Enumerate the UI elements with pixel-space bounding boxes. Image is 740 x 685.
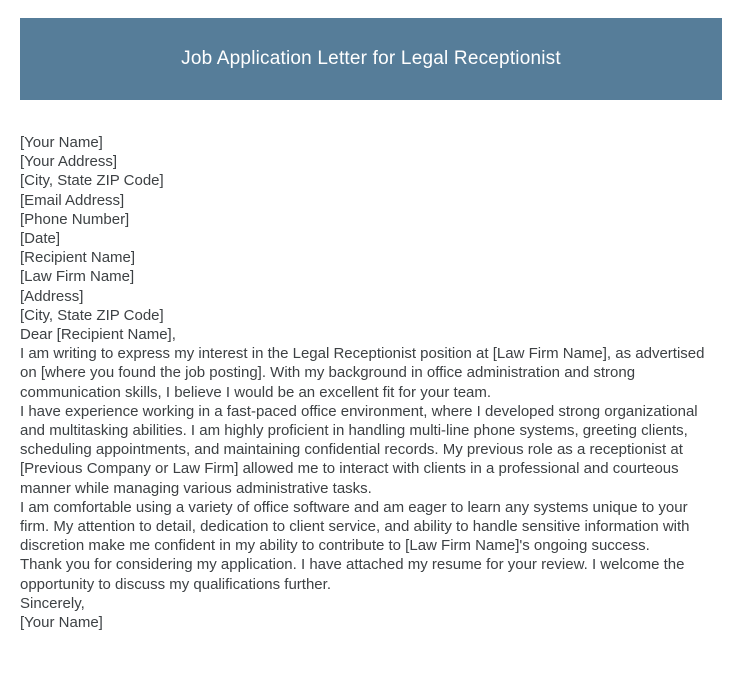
letter-paragraph-intro: I am writing to express my interest in the Legal Receptionist position at [Law Firm Name], as advertised on [where you found the job posting]. With my background in office administration and strong communication skills, I believe I would be an excellent fit for your team. (20, 345, 705, 401)
recipient-firm-line: [Law Firm Name] (20, 268, 135, 286)
title-banner (20, 18, 722, 100)
recipient-city-line: [City, State ZIP Code] (20, 306, 164, 324)
document-page (0, 18, 740, 685)
sender-city-line: [City, State ZIP Code] (20, 172, 164, 190)
recipient-address-line: [Address] (20, 287, 84, 305)
sender-block (20, 133, 720, 248)
signature: [Your Name] (20, 614, 103, 632)
recipient-block (20, 248, 720, 325)
letter-paragraph-thanks: Thank you for considering my application. I have attached my resume for your review. I welcome the opportunity to discuss my qualifications further. (20, 556, 685, 593)
closing: Sincerely, (20, 594, 85, 612)
salutation: Dear [Recipient Name], (20, 326, 176, 344)
letter-paragraph-experience: I have experience working in a fast-paced office environment, where I developed strong organizational and multitasking abilities. I am highly proficient in handling multi-line phone systems, greeting clients, scheduling appointments, and maintaining confidential records. My previous role as a receptionist at [Previous Company or Law Firm] allowed me to interact with clients in a professional and courteous manner while managing various administrative tasks. (20, 402, 698, 497)
recipient-name-line: [Recipient Name] (20, 249, 136, 267)
sender-address-line: [Your Address] (20, 153, 118, 171)
sender-email-line: [Email Address] (20, 191, 125, 209)
sender-phone-line: [Phone Number] (20, 210, 130, 228)
letter-body (20, 133, 720, 632)
letter-paragraph-skills: I am comfortable using a variety of office software and am eager to learn any systems unique to your firm. My attention to detail, dedication to client service, and ability to handle sensitive information with discretion make me confident in my ability to contribute to [Law Firm Name]'s ongoing success. (20, 498, 690, 555)
date-line: [Date] (20, 230, 61, 248)
page-title: Job Application Letter for Legal Receptionist (181, 48, 561, 69)
sender-name-line: [Your Name] (20, 134, 103, 151)
